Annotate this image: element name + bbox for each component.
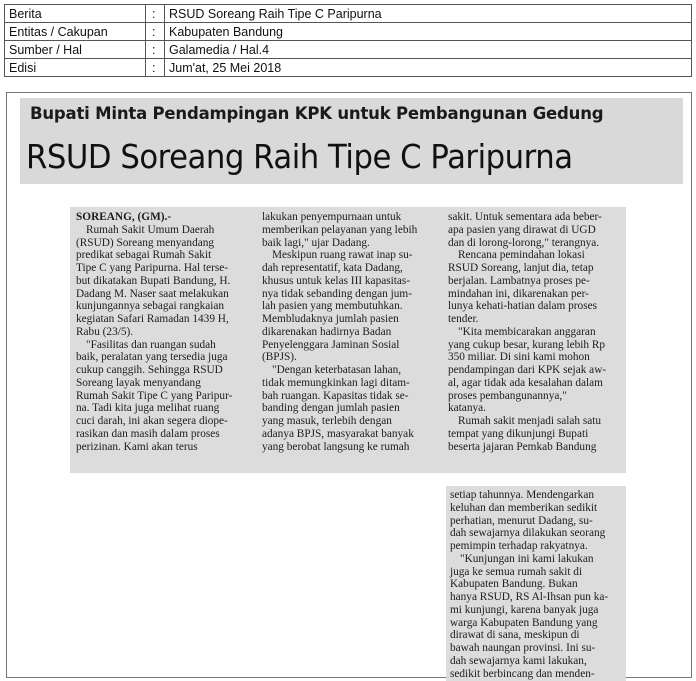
- article-text-line: 350 miliar. Di sini kami mohon: [448, 351, 590, 364]
- article-text-line: Rumah sakit menjadi salah satu: [458, 415, 602, 427]
- article-text-line: perhatian, menurut Dadang, su-: [450, 514, 593, 527]
- article-text-line: pemimpin terhadap rakyatnya.: [450, 540, 588, 552]
- metadata-separator: :: [146, 23, 165, 41]
- article-text-line: Tipe C yang Paripurna. Hal terse-: [76, 262, 229, 274]
- article-text-line: dah sewajarnya dilakukan seorang: [450, 527, 606, 540]
- article-text-line: dah representatif, kata Dadang,: [262, 262, 403, 274]
- article-text-line: al, agar tidak ada kesalahan dalam: [448, 376, 603, 389]
- article-text-line: kegiatan Safari Ramadan 1439 H,: [76, 313, 229, 325]
- article-headline: RSUD Soreang Raih Tipe C Paripurna: [26, 137, 573, 176]
- article-text-line: banding dengan jumlah pasien: [262, 402, 400, 415]
- article-text-line: sakit. Untuk sementara ada beber-: [448, 211, 602, 223]
- article-column-1: [76, 211, 252, 453]
- metadata-separator: :: [146, 59, 165, 77]
- article-text-line: apa pasien yang dirawat di UGD: [448, 223, 596, 236]
- article-text-line: bawah naungan provinsi. Ini su-: [450, 642, 596, 654]
- article-text-line: Rumah Sakit Umum Daerah: [86, 223, 215, 236]
- metadata-row: [5, 59, 692, 77]
- article-text-line: warga Kabupaten Bandung yang: [450, 616, 598, 629]
- metadata-value: Jum'at, 25 Mei 2018: [165, 59, 692, 77]
- article-text-line: lah pasien yang membutuhkan.: [262, 300, 403, 313]
- article-text-line: juga ke semua rumah sakit di: [450, 565, 583, 578]
- article-text-line: keluhan dan memberikan sedikit: [450, 501, 598, 514]
- article-text-line: Meskipun ruang rawat inap su-: [272, 249, 413, 262]
- article-text-line: bah ruangan. Kapasitas tidak se-: [262, 389, 409, 402]
- article-text-line: "Dengan keterbatasan lahan,: [272, 364, 402, 376]
- article-text-line: rasikan dan masih dalam proses: [76, 427, 220, 440]
- article-text-line: Membludaknya jumlah pasien: [262, 313, 399, 325]
- article-text-line: "Kita membicarakan anggaran: [458, 325, 596, 338]
- article-text-line: (RSUD) Soreang menyandang: [76, 236, 215, 249]
- article-text-line: Dadang M. Naser saat melakukan: [76, 287, 229, 300]
- article-text-line: mindahan ini, dikarenakan per-: [448, 287, 589, 300]
- article-text-line: baik, peralatan yang tersedia juga: [76, 351, 228, 364]
- article-text-line: Rabu (23/5).: [76, 325, 134, 338]
- metadata-label: Edisi: [5, 59, 146, 77]
- article-text-line: tender.: [448, 313, 479, 325]
- metadata-separator: :: [146, 41, 165, 59]
- metadata-value: RSUD Soreang Raih Tipe C Paripurna: [165, 5, 692, 23]
- metadata-value: Kabupaten Bandung: [165, 23, 692, 41]
- metadata-row: [5, 23, 692, 41]
- metadata-label: Sumber / Hal: [5, 41, 146, 59]
- article-text-line: lunya kehati-hatian dalam proses: [448, 300, 598, 313]
- article-text-line: perizinan. Kami akan terus: [76, 440, 198, 453]
- article-text-line: cuci darah, ini akan segera diope-: [76, 415, 228, 427]
- article-text-line: beserta jajaran Pemkab Bandung: [448, 440, 597, 453]
- article-dateline: SOREANG, (GM).-: [76, 211, 172, 223]
- article-text-line: tidak memungkinkan lagi ditam-: [262, 376, 410, 389]
- article-text-line: "Fasilitas dan ruangan sudah: [86, 338, 216, 351]
- article-text-line: Rencana pemindahan lokasi: [458, 249, 585, 262]
- article-text-line: dan di lorong-lorong," terangnya.: [448, 236, 600, 249]
- article-text-line: dirawat di sana, meskipun di: [450, 629, 580, 642]
- article-text-line: hanya RSUD, RS Al-Ihsan pun ka-: [450, 591, 609, 603]
- article-text-line: na. Tadi kita juga melihat ruang: [76, 402, 220, 415]
- article-text-line: sedikit berbincang dan menden-: [450, 667, 595, 680]
- article-text-line: proses pembangunannya,": [448, 389, 567, 402]
- metadata-row: [5, 41, 692, 59]
- article-text-line: but dikatakan Bupati Bandung, H.: [76, 274, 231, 287]
- article-text-line: yang cukup besar, kurang lebih Rp: [448, 338, 606, 351]
- article-text-line: mi kunjungi, karena banyak juga: [450, 603, 599, 616]
- article-text-line: Kabupaten Bandung. Bukan: [450, 578, 578, 591]
- article-text-line: (BPJS).: [262, 351, 297, 364]
- article-text-line: Rumah Sakit Tipe C yang Paripur-: [76, 389, 233, 402]
- article-text-line: yang berobat langsung ke rumah: [262, 440, 410, 453]
- article-text-line: cukup canggih. Sehingga RSUD: [76, 364, 223, 376]
- metadata-value: Galamedia / Hal.4: [165, 41, 692, 59]
- metadata-label: Berita: [5, 5, 146, 23]
- article-text-line: nya tidak sebanding dengan jum-: [262, 287, 412, 300]
- article-text-line: dah sewajarnya kami lakukan,: [450, 654, 587, 667]
- article-text-line: RSUD Soreang, lanjut dia, tetap: [448, 262, 594, 274]
- article-kicker: Bupati Minta Pendampingan KPK untuk Pembangunan Gedung: [30, 104, 604, 123]
- article-text-line: Penyelenggara Jaminan Sosial: [262, 338, 400, 351]
- article-column-4: [450, 489, 626, 680]
- metadata-table: [4, 4, 692, 77]
- article-text-line: berjalan. Lambatnya proses pe-: [448, 274, 590, 287]
- article-text-line: yang masuk, terlebih dengan: [262, 415, 392, 427]
- article-text-line: dikarenakan hadirnya Badan: [262, 325, 392, 338]
- article-text-line: lakukan penyempurnaan untuk: [262, 211, 402, 223]
- article-text-line: pendampingan dari KPK sejak aw-: [448, 364, 607, 376]
- article-text-line: setiap tahunnya. Mendengarkan: [450, 489, 594, 501]
- article-text-line: "Kunjungan ini kami lakukan: [460, 552, 594, 565]
- metadata-row: [5, 5, 692, 23]
- article-text-line: predikat sebagai Rumah Sakit: [76, 249, 212, 262]
- article-text-line: baik lagi," ujar Dadang.: [262, 236, 370, 249]
- article-text-line: katanya.: [448, 402, 486, 415]
- article-text-line: Soreang layak menyandang: [76, 376, 201, 389]
- article-text-line: adanya BPJS, masyarakat banyak: [262, 427, 414, 440]
- article-text-line: khusus untuk kelas III kapasitas-: [262, 274, 411, 287]
- metadata-separator: :: [146, 5, 165, 23]
- article-text-line: kunjungannya sebagai rangkaian: [76, 300, 225, 313]
- metadata-label: Entitas / Cakupan: [5, 23, 146, 41]
- article-text-line: tempat yang dikunjungi Bupati: [448, 427, 589, 440]
- article-column-2: [262, 211, 442, 453]
- article-column-3: [448, 211, 624, 453]
- article-text-line: memberikan pelayanan yang lebih: [262, 223, 418, 236]
